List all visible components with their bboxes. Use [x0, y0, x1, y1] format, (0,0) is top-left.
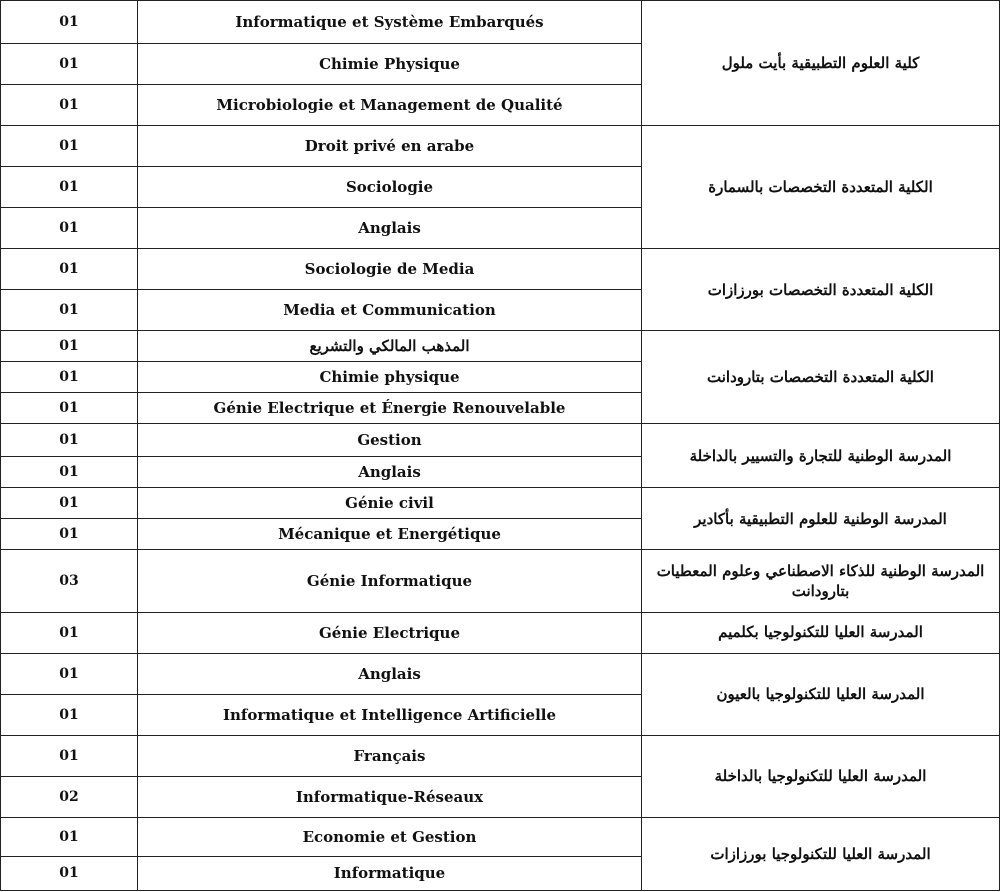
positions-count-cell: 01 — [1, 167, 138, 208]
institution-cell: الكلية المتعددة التخصصات بالسمارة — [642, 126, 1000, 249]
positions-count-cell: 01 — [1, 457, 138, 488]
institution-cell: المدرسة العليا للتكنولوجيا بكلميم — [642, 612, 1000, 653]
specialty-cell: Droit privé en arabe — [138, 126, 642, 167]
positions-count-cell: 01 — [1, 612, 138, 653]
specialty-cell: Anglais — [138, 653, 642, 694]
specialty-cell: Chimie physique — [138, 362, 642, 393]
positions-count-cell: 01 — [1, 290, 138, 331]
table-body — [1, 1, 1000, 891]
table-row — [1, 249, 1000, 290]
positions-count-cell: 01 — [1, 856, 138, 890]
positions-count-cell: 01 — [1, 393, 138, 424]
positions-count-cell: 01 — [1, 735, 138, 776]
positions-count-cell: 01 — [1, 1, 138, 44]
specialty-cell: Français — [138, 735, 642, 776]
specialty-cell: Sociologie de Media — [138, 249, 642, 290]
specialty-cell: Microbiologie et Management de Qualité — [138, 85, 642, 126]
specialty-cell: Informatique et Système Embarqués — [138, 1, 642, 44]
positions-count-cell: 01 — [1, 362, 138, 393]
table-row — [1, 550, 1000, 612]
institution-cell: كلية العلوم التطبيقية بأيت ملول — [642, 1, 1000, 126]
specialty-cell: Sociologie — [138, 167, 642, 208]
specialty-cell: Informatique — [138, 856, 642, 890]
positions-count-cell: 01 — [1, 694, 138, 735]
institution-cell: المدرسة الوطنية للعلوم التطبيقية بأكادير — [642, 488, 1000, 550]
positions-count-cell: 01 — [1, 126, 138, 167]
institution-cell: المدرسة الوطنية للتجارة والتسيير بالداخلة — [642, 424, 1000, 488]
specialty-cell: Chimie Physique — [138, 44, 642, 85]
institution-cell: المدرسة العليا للتكنولوجيا بورزازات — [642, 817, 1000, 890]
specialty-cell: Génie Electrique et Énergie Renouvelable — [138, 393, 642, 424]
specialty-cell: Génie Electrique — [138, 612, 642, 653]
table-row — [1, 331, 1000, 362]
positions-count-cell: 01 — [1, 424, 138, 457]
specialty-cell: Informatique et Intelligence Artificielle — [138, 694, 642, 735]
positions-count-cell: 01 — [1, 519, 138, 550]
specialty-cell: Gestion — [138, 424, 642, 457]
positions-count-cell: 01 — [1, 488, 138, 519]
table-row — [1, 1, 1000, 44]
specialty-cell: Génie Informatique — [138, 550, 642, 612]
table-row — [1, 612, 1000, 653]
specialty-cell: Mécanique et Energétique — [138, 519, 642, 550]
specialty-cell: Génie civil — [138, 488, 642, 519]
institution-cell: المدرسة العليا للتكنولوجيا بالداخلة — [642, 735, 1000, 817]
table-row — [1, 735, 1000, 776]
table-row — [1, 817, 1000, 856]
institution-cell: الكلية المتعددة التخصصات بتارودانت — [642, 331, 1000, 424]
positions-count-cell: 02 — [1, 776, 138, 817]
table-row — [1, 424, 1000, 457]
specialty-cell: Informatique-Réseaux — [138, 776, 642, 817]
positions-count-cell: 01 — [1, 44, 138, 85]
specialty-cell: Anglais — [138, 457, 642, 488]
specialty-cell: Media et Communication — [138, 290, 642, 331]
positions-count-cell: 01 — [1, 208, 138, 249]
table-row — [1, 126, 1000, 167]
institution-cell: المدرسة العليا للتكنولوجيا بالعيون — [642, 653, 1000, 735]
positions-count-cell: 01 — [1, 331, 138, 362]
specialty-cell: Anglais — [138, 208, 642, 249]
table-row — [1, 653, 1000, 694]
positions-count-cell: 01 — [1, 249, 138, 290]
positions-count-cell: 01 — [1, 85, 138, 126]
institution-cell: الكلية المتعددة التخصصات بورزازات — [642, 249, 1000, 331]
specialty-cell: Economie et Gestion — [138, 817, 642, 856]
positions-count-cell: 03 — [1, 550, 138, 612]
institution-cell: المدرسة الوطنية للذكاء الاصطناعي وعلوم المعطيات بتارودانت — [642, 550, 1000, 612]
positions-count-cell: 01 — [1, 817, 138, 856]
positions-count-cell: 01 — [1, 653, 138, 694]
specialty-cell: المذهب المالكي والتشريع — [138, 331, 642, 362]
table-row — [1, 488, 1000, 519]
